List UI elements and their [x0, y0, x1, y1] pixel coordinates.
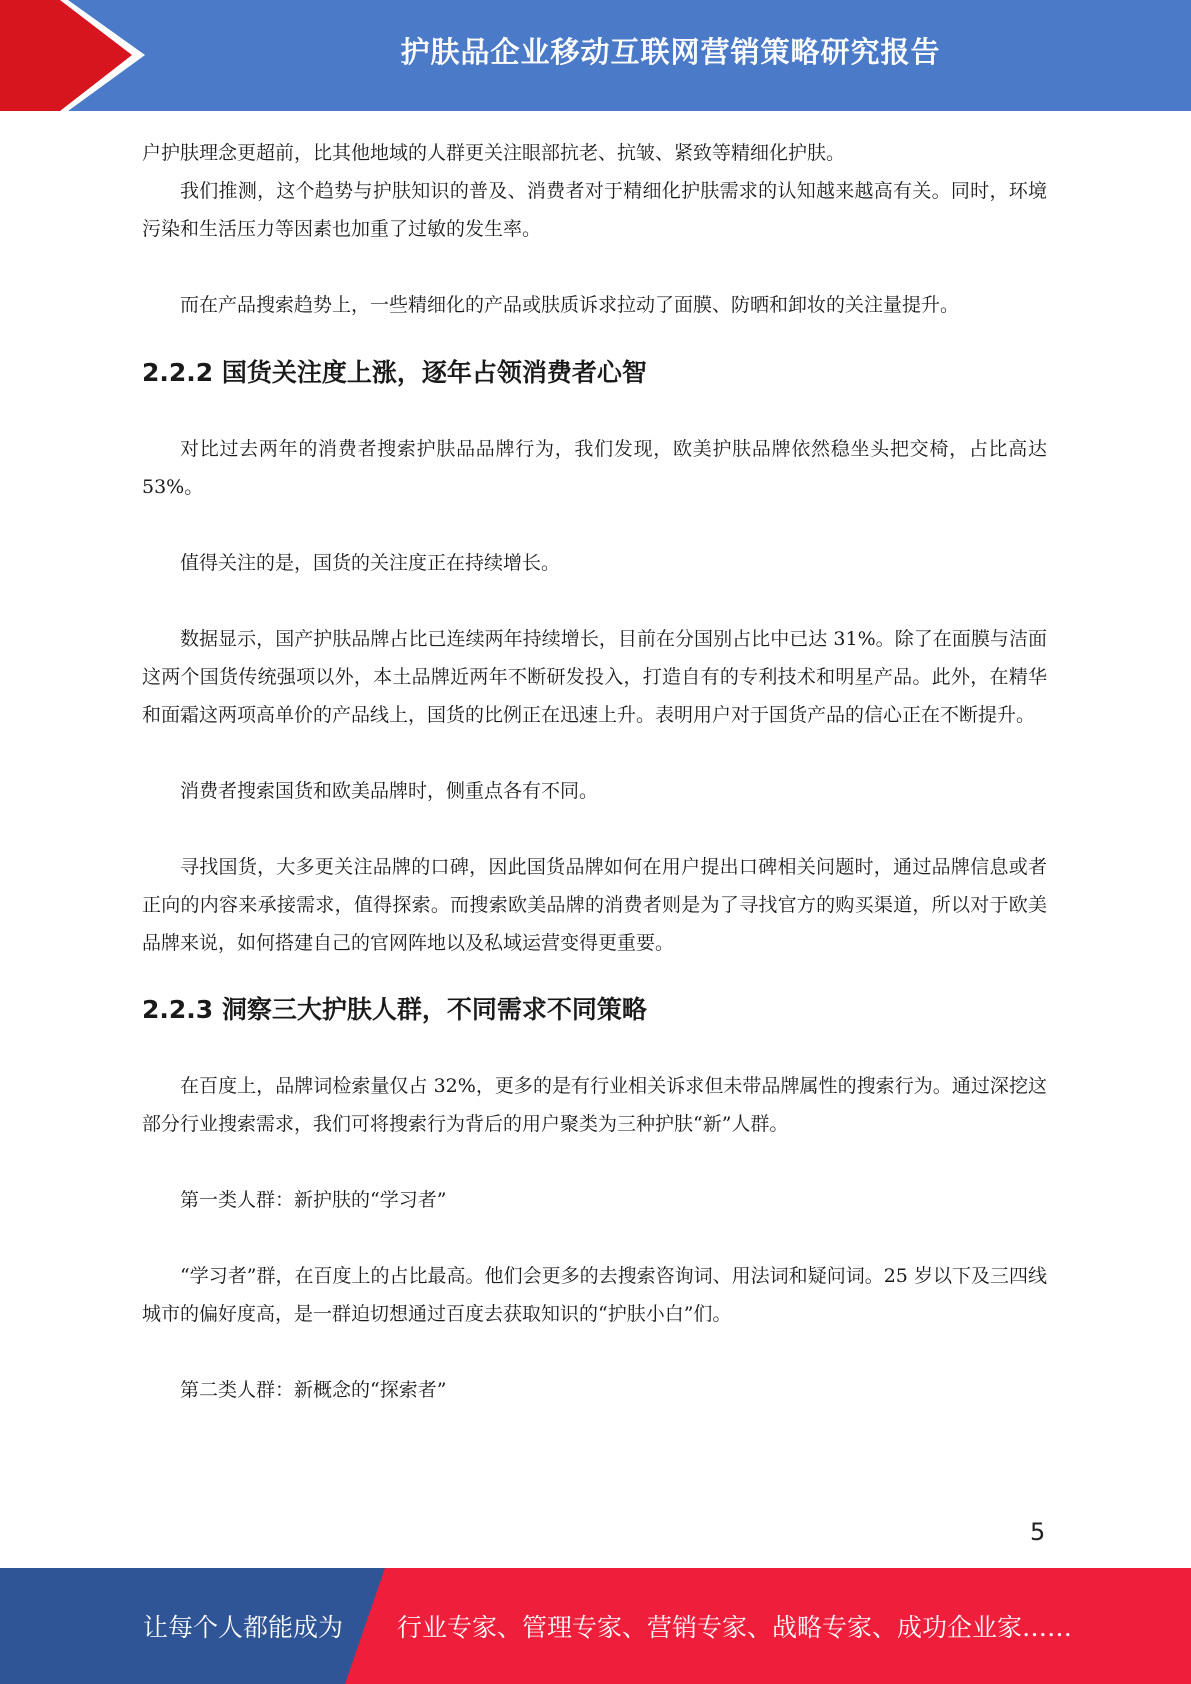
paragraph: 而在产品搜索趋势上，一些精细化的产品或肤质诉求拉动了面膜、防晒和卸妆的关注量提升。 — [180, 294, 960, 316]
page-footer — [0, 1568, 1191, 1684]
paragraph: 数据显示，国产护肤品牌占比已连续两年持续增长，目前在分国别占比中已达 31%。除了在面膜与洁面这两个国货传统强项以外，本土品牌近两年不断研发投入，打造自有的专利技术和明星产品。此外，在精华和面霜这两项高单价的产品线上，国货的比例正在迅速上升。表明用户对于国货产品的信心正在不断提升。 — [142, 628, 1047, 726]
section-heading: 2.2.2 国货关注度上涨，逐年占领消费者心智 — [142, 358, 647, 387]
paragraph: 第一类人群：新护肤的“学习者” — [180, 1189, 447, 1211]
footer-slogan-right: 行业专家、管理专家、营销专家、战略专家、成功企业家…… — [397, 1613, 1073, 1642]
page-number: 5 — [1030, 1518, 1046, 1546]
header-arrow-shape — [0, 0, 160, 111]
paragraph: “学习者”群，在百度上的占比最高。他们会更多的去搜索咨询词、用法词和疑问词。25 岁以下及三四线城市的偏好度高，是一群迫切想通过百度去获取知识的“护肤小白”们。 — [142, 1265, 1047, 1325]
paragraph: 第二类人群：新概念的“探索者” — [180, 1379, 447, 1401]
section-heading: 2.2.3 洞察三大护肤人群，不同需求不同策略 — [142, 995, 647, 1024]
header-title: 护肤品企业移动互联网营销策略研究报告 — [400, 34, 941, 69]
paragraph: 户护肤理念更超前，比其他地域的人群更关注眼部抗老、抗皱、紧致等精细化护肤。 — [142, 142, 846, 164]
page-header — [0, 0, 1191, 111]
paragraph: 我们推测，这个趋势与护肤知识的普及、消费者对于精细化护肤需求的认知越来越高有关。同时，环境污染和生活压力等因素也加重了过敏的发生率。 — [142, 180, 1047, 240]
document-body — [142, 134, 1047, 1409]
paragraph: 在百度上，品牌词检索量仅占 32%，更多的是有行业相关诉求但未带品牌属性的搜索行为。通过深挖这部分行业搜索需求，我们可将搜索行为背后的用户聚类为三种护肤“新”人群。 — [142, 1075, 1047, 1135]
footer-slogan-left: 让每个人都能成为 — [143, 1613, 344, 1642]
paragraph: 消费者搜索国货和欧美品牌时，侧重点各有不同。 — [180, 780, 599, 802]
paragraph: 值得关注的是，国货的关注度正在持续增长。 — [180, 552, 561, 574]
paragraph: 对比过去两年的消费者搜索护肤品品牌行为，我们发现，欧美护肤品牌依然稳坐头把交椅，占比高达 53%。 — [142, 438, 1047, 498]
paragraph: 寻找国货，大多更关注品牌的口碑，因此国货品牌如何在用户提出口碑相关问题时，通过品牌信息或者正向的内容来承接需求，值得探索。而搜索欧美品牌的消费者则是为了寻找官方的购买渠道，所以对于欧美品牌来说，如何搭建自己的官网阵地以及私域运营变得更重要。 — [142, 856, 1047, 954]
